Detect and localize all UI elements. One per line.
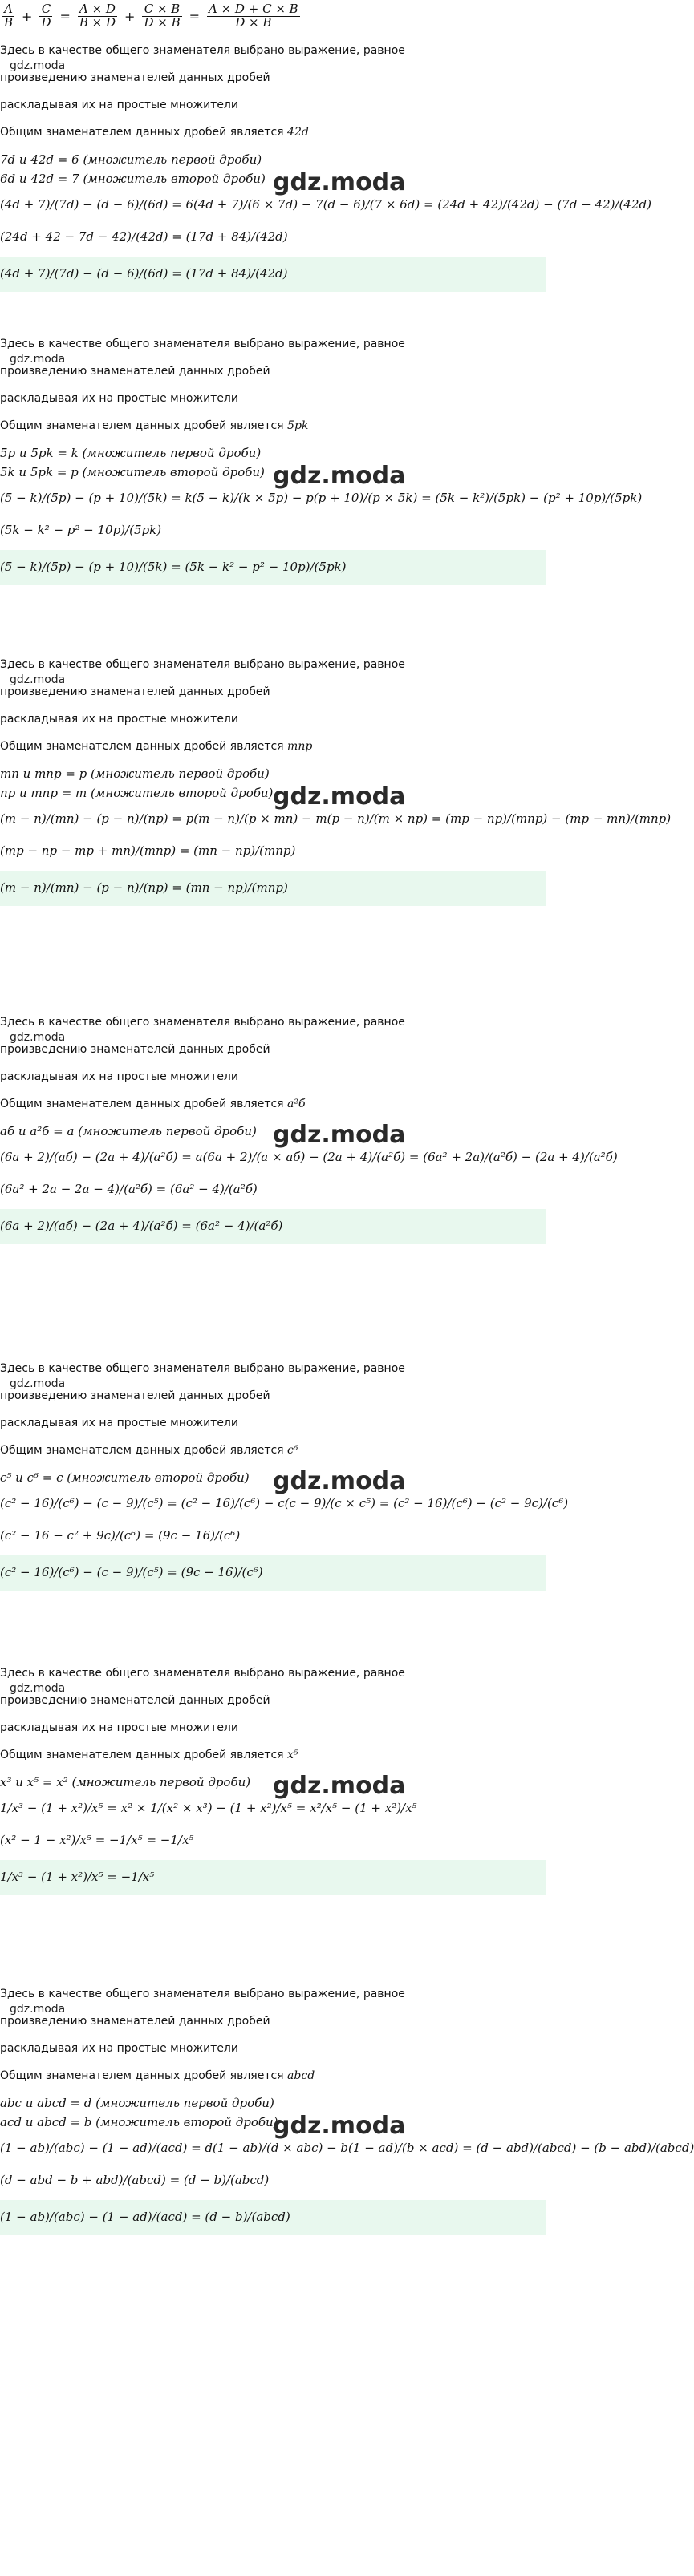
rule-formula: A B + C D = A × D B × D + C × B D × B = A × D + C × B D × B xyxy=(4,2,298,30)
solution-section xyxy=(0,44,651,338)
solution-step: (5 − k)/(5p) − (p + 10)/(5k) = k(5 − k)/(k × 5p) − p(p + 10)/(p × 5k) = (5k − k²)/(5pk) − (p² + 10p)/(5pk) xyxy=(0,491,643,505)
common-denominator-line xyxy=(0,1445,298,1456)
explanation-text: произведению знаменателей данных дробей xyxy=(0,365,270,378)
answer-line: 1/x³ − (1 + x²)/x⁵ = −1/x⁵ xyxy=(0,1870,155,1884)
denominator-label: Общим знаменателем данных дробей является xyxy=(0,126,288,139)
multiplier-line: 6d и 42d = 7 (множитель второй дроби) xyxy=(0,172,266,186)
solution-step: (x² − 1 − x²)/x⁵ = −1/x⁵ = −1/x⁵ xyxy=(0,1833,194,1847)
answer-line: (6a + 2)/(aб) − (2a + 4)/(a²б) = (6a² − 4)/(a²б) xyxy=(0,1219,283,1233)
explanation-text: Здесь в качестве общего знаменателя выбрано выражение, равное xyxy=(0,1988,405,2000)
denominator-label: Общим знаменателем данных дробей является xyxy=(0,419,288,432)
explanation-text: произведению знаменателей данных дробей xyxy=(0,1694,270,1707)
denominator-value: abcd xyxy=(287,2069,315,2082)
explanation-text: Здесь в качестве общего знаменателя выбрано выражение, равное xyxy=(0,1016,405,1029)
fraction xyxy=(142,3,181,30)
explanation-text: произведению знаменателей данных дробей xyxy=(0,1043,270,1056)
explanation-text: Здесь в качестве общего знаменателя выбрано выражение, равное xyxy=(0,1667,405,1680)
solution-step: (5k − k² − p² − 10p)/(5pk) xyxy=(0,523,162,537)
solution-step: (mp − np − mp + mn)/(mnp) = (mn − np)/(mnp) xyxy=(0,843,296,858)
solution-section xyxy=(0,1016,618,1363)
multiplier-line: abc и abcd = d (множитель первой дроби) xyxy=(0,2096,274,2110)
explanation-text: произведению знаменателей данных дробей xyxy=(0,685,270,698)
watermark: gdz.moda xyxy=(273,2112,406,2140)
numerator: C × B xyxy=(144,2,181,16)
multiplier-line: аб и a²б = a (множитель первой дроби) xyxy=(0,1124,257,1138)
watermark: gdz.moda xyxy=(273,168,406,196)
explanation-text: раскладывая их на простые множители xyxy=(0,392,238,405)
answer-line: (c² − 16)/(c⁶) − (c − 9)/(c⁵) = (9c − 16)/(c⁶) xyxy=(0,1565,263,1579)
answer-line: (m − n)/(mn) − (p − n)/(np) = (mn − np)/(mnp) xyxy=(0,880,288,895)
denominator-value: a²б xyxy=(287,1098,306,1110)
watermark-small: gdz.moda xyxy=(10,1031,66,1044)
multiplier-line: x³ и x⁵ = x² (множитель первой дроби) xyxy=(0,1775,251,1789)
common-denominator-line xyxy=(0,1749,298,1761)
solution-section xyxy=(0,658,672,1017)
watermark-small: gdz.moda xyxy=(10,1377,66,1390)
explanation-text: Здесь в качестве общего знаменателя выбрано выражение, равное xyxy=(0,658,405,671)
solution-section xyxy=(0,1668,546,1988)
multiplier-line: 5p и 5pk = k (множитель первой дроби) xyxy=(0,446,262,460)
numerator: A × D + C × B xyxy=(209,2,298,16)
explanation-text: Здесь в качестве общего знаменателя выбрано выражение, равное xyxy=(0,44,405,57)
explanation-text: произведению знаменателей данных дробей xyxy=(0,71,270,84)
watermark: gdz.moda xyxy=(273,1467,406,1495)
answer-line: (4d + 7)/(7d) − (d − 6)/(6d) = (17d + 84)/(42d) xyxy=(0,266,288,281)
denominator: B × D xyxy=(79,14,116,30)
multiplier-line: np и mnp = m (множитель второй дроби) xyxy=(0,786,274,800)
watermark-small: gdz.moda xyxy=(10,353,66,366)
denominator-value: x⁵ xyxy=(287,1749,298,1761)
denominator-label: Общим знаменателем данных дробей является xyxy=(0,2069,288,2082)
fraction xyxy=(207,3,300,30)
multiplier-line: 5k и 5pk = p (множитель второй дроби) xyxy=(0,465,265,479)
answer-line: (5 − k)/(5p) − (p + 10)/(5k) = (5k − k² − p² − 10p)/(5pk) xyxy=(0,560,347,574)
common-denominator-line xyxy=(0,741,312,752)
denominator-value: c⁶ xyxy=(287,1444,298,1457)
common-denominator-line xyxy=(0,2070,315,2081)
solution-step: 1/x³ − (1 + x²)/x⁵ = x² × 1/(x² × x³) − (1 + x²)/x⁵ = x²/x⁵ − (1 + x²)/x⁵ xyxy=(0,1801,417,1815)
multiplier-line: 7d и 42d = 6 (множитель первой дроби) xyxy=(0,152,262,167)
solution-step: (4d + 7)/(7d) − (d − 6)/(6d) = 6(4d + 7)/(6 × 7d) − 7(d − 6)/(7 × 6d) = (24d + 42)/(42d) − (7d − 42)/(42d) xyxy=(0,197,651,212)
denominator-value: 5pk xyxy=(287,419,309,432)
solution-step: (6a + 2)/(aб) − (2a + 4)/(a²б) = a(6a + 2)/(a × aб) − (2a + 4)/(a²б) = (6a² + 2a)/(a²б) − (2a + 4)/(a²б) xyxy=(0,1150,618,1164)
explanation-text: раскладывая их на простые множители xyxy=(0,1721,238,1734)
watermark-small: gdz.moda xyxy=(10,673,66,686)
denominator: D × B xyxy=(144,14,181,30)
explanation-text: раскладывая их на простые множители xyxy=(0,2042,238,2055)
fraction: C D xyxy=(41,2,51,30)
solution-section xyxy=(0,338,643,659)
denominator: D × B xyxy=(235,14,272,30)
common-denominator-line xyxy=(0,1098,306,1110)
multiplier-line: acd и abcd = b (множитель второй дроби) xyxy=(0,2115,278,2129)
fraction: A B xyxy=(4,2,14,30)
solution-section xyxy=(0,1988,694,2550)
numerator: A × D xyxy=(79,2,116,16)
multiplier-line: mn и mnp = p (множитель первой дроби) xyxy=(0,766,270,781)
solution-section xyxy=(0,1362,569,1668)
watermark: gdz.moda xyxy=(273,1772,406,1800)
solution-step: (c² − 16 − c² + 9c)/(c⁶) = (9c − 16)/(c⁶) xyxy=(0,1528,241,1543)
watermark-small: gdz.moda xyxy=(10,59,66,72)
denominator-value: 42d xyxy=(287,126,309,139)
common-denominator-line xyxy=(0,420,308,431)
denominator-label: Общим знаменателем данных дробей является xyxy=(0,1444,288,1457)
denominator-label: Общим знаменателем данных дробей является xyxy=(0,1098,288,1110)
common-denominator-line xyxy=(0,127,309,138)
watermark: gdz.moda xyxy=(273,783,406,811)
solution-step: (6a² + 2a − 2a − 4)/(a²б) = (6a² − 4)/(a²б) xyxy=(0,1182,258,1196)
solution-step: (m − n)/(mn) − (p − n)/(np) = p(m − n)/(p × mn) − m(p − n)/(m × np) = (mp − np)/(mnp) − (mp − mn)/(mnp) xyxy=(0,811,672,826)
watermark-small: gdz.moda xyxy=(10,2003,66,2016)
denominator-value: mnp xyxy=(287,740,313,753)
watermark: gdz.moda xyxy=(273,462,406,490)
explanation-text: произведению знаменателей данных дробей xyxy=(0,2015,270,2028)
explanation-text: раскладывая их на простые множители xyxy=(0,1070,238,1083)
multiplier-line: c⁵ и c⁶ = c (множитель второй дроби) xyxy=(0,1470,250,1485)
answer-line: (1 − ab)/(abc) − (1 − ad)/(acd) = (d − b)/(abcd) xyxy=(0,2210,290,2224)
watermark: gdz.moda xyxy=(273,1121,406,1149)
explanation-text: Здесь в качестве общего знаменателя выбрано выражение, равное xyxy=(0,1362,405,1375)
explanation-text: Здесь в качестве общего знаменателя выбрано выражение, равное xyxy=(0,338,405,350)
denominator-label: Общим знаменателем данных дробей является xyxy=(0,1749,288,1761)
denominator-label: Общим знаменателем данных дробей является xyxy=(0,740,288,753)
watermark-small: gdz.moda xyxy=(10,1682,66,1695)
solution-step: (1 − ab)/(abc) − (1 − ad)/(acd) = d(1 − ab)/(d × abc) − b(1 − ad)/(b × acd) = (d − abd)/(abcd) − (b − abd)/(abcd) xyxy=(0,2141,694,2155)
explanation-text: раскладывая их на простые множители xyxy=(0,713,238,726)
solution-step: (d − abd − b + abd)/(abcd) = (d − b)/(abcd) xyxy=(0,2173,270,2187)
explanation-text: раскладывая их на простые множители xyxy=(0,1417,238,1430)
explanation-text: произведению знаменателей данных дробей xyxy=(0,1389,270,1402)
solution-step: (c² − 16)/(c⁶) − (c − 9)/(c⁵) = (c² − 16)/(c⁶) − c(c − 9)/(c × c⁵) = (c² − 16)/(c⁶) − (c² − 9c)/(c⁶) xyxy=(0,1496,569,1510)
fraction xyxy=(78,3,117,30)
explanation-text: раскладывая их на простые множители xyxy=(0,99,238,111)
solution-step: (24d + 42 − 7d − 42)/(42d) = (17d + 84)/(42d) xyxy=(0,229,288,244)
